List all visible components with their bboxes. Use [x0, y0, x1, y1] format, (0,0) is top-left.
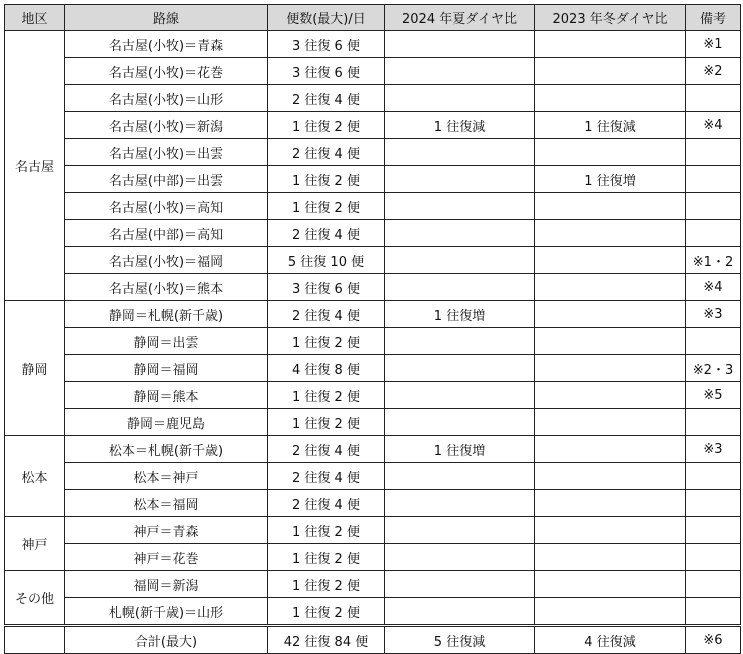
flights-cell: 1 往復 2 便	[268, 409, 385, 436]
flights-cell: 1 往復 2 便	[268, 382, 385, 409]
winter-comparison-cell	[535, 247, 686, 274]
winter-comparison-cell	[535, 139, 686, 166]
summer-comparison-cell	[385, 166, 535, 193]
winter-comparison-cell	[535, 598, 686, 626]
route-cell: 名古屋(小牧)＝福岡	[65, 247, 268, 274]
route-cell: 名古屋(小牧)＝高知	[65, 193, 268, 220]
table-row	[5, 112, 741, 139]
flights-cell: 1 往復 2 便	[268, 328, 385, 355]
route-cell: 静岡＝出雲	[65, 328, 268, 355]
note-cell	[686, 85, 741, 112]
note-cell	[686, 571, 741, 598]
flights-cell: 2 往復 4 便	[268, 436, 385, 463]
header-summer-2024-comparison: 2024 年夏ダイヤ比	[385, 5, 535, 31]
note-cell	[686, 598, 741, 626]
flights-cell: 3 往復 6 便	[268, 31, 385, 58]
winter-comparison-cell	[535, 85, 686, 112]
summer-comparison-cell: 1 往復増	[385, 301, 535, 328]
summer-comparison-cell: 1 往復減	[385, 112, 535, 139]
winter-comparison-cell	[535, 301, 686, 328]
flights-cell: 1 往復 2 便	[268, 571, 385, 598]
route-cell: 神戸＝青森	[65, 517, 268, 544]
note-cell	[686, 220, 741, 247]
total-note-cell: ※6	[686, 626, 741, 654]
winter-comparison-cell	[535, 571, 686, 598]
summer-comparison-cell	[385, 517, 535, 544]
header-row	[5, 5, 741, 31]
winter-comparison-cell	[535, 220, 686, 247]
note-cell	[686, 166, 741, 193]
summer-comparison-cell	[385, 328, 535, 355]
table-row	[5, 463, 741, 490]
note-cell	[686, 328, 741, 355]
flights-cell: 4 往復 8 便	[268, 355, 385, 382]
winter-comparison-cell	[535, 31, 686, 58]
summer-comparison-cell	[385, 220, 535, 247]
winter-comparison-cell	[535, 544, 686, 571]
route-cell: 松本＝神戸	[65, 463, 268, 490]
header-flights: 便数(最大)/日	[268, 5, 385, 31]
winter-comparison-cell	[535, 328, 686, 355]
summer-comparison-cell: 1 往復増	[385, 436, 535, 463]
note-cell: ※2	[686, 58, 741, 85]
table-row	[5, 571, 741, 598]
summer-comparison-cell	[385, 490, 535, 517]
region-cell: 神戸	[5, 517, 65, 571]
summer-comparison-cell	[385, 274, 535, 301]
flights-cell: 2 往復 4 便	[268, 301, 385, 328]
route-cell: 松本＝福岡	[65, 490, 268, 517]
route-cell: 名古屋(中部)＝高知	[65, 220, 268, 247]
note-cell	[686, 490, 741, 517]
note-cell	[686, 544, 741, 571]
table-row	[5, 193, 741, 220]
note-cell: ※4	[686, 274, 741, 301]
route-cell: 静岡＝札幌(新千歳)	[65, 301, 268, 328]
flights-cell: 1 往復 2 便	[268, 112, 385, 139]
summer-comparison-cell	[385, 463, 535, 490]
route-cell: 名古屋(小牧)＝花巻	[65, 58, 268, 85]
total-row	[5, 626, 741, 654]
total-summer-cell: 5 往復減	[385, 626, 535, 654]
summer-comparison-cell	[385, 598, 535, 626]
winter-comparison-cell: 1 往復増	[535, 166, 686, 193]
total-flights-cell: 42 往復 84 便	[268, 626, 385, 654]
route-cell: 名古屋(小牧)＝新潟	[65, 112, 268, 139]
table-row	[5, 166, 741, 193]
winter-comparison-cell	[535, 382, 686, 409]
flights-cell: 3 往復 6 便	[268, 274, 385, 301]
flights-cell: 1 往復 2 便	[268, 193, 385, 220]
note-cell	[686, 409, 741, 436]
table-body	[5, 31, 741, 654]
winter-comparison-cell	[535, 355, 686, 382]
winter-comparison-cell	[535, 274, 686, 301]
summer-comparison-cell	[385, 544, 535, 571]
table-row	[5, 436, 741, 463]
total-region-cell	[5, 626, 65, 654]
table-row	[5, 139, 741, 166]
route-cell: 静岡＝福岡	[65, 355, 268, 382]
header-route: 路線	[65, 5, 268, 31]
route-cell: 名古屋(中部)＝出雲	[65, 166, 268, 193]
winter-comparison-cell	[535, 436, 686, 463]
winter-comparison-cell	[535, 463, 686, 490]
route-cell: 静岡＝熊本	[65, 382, 268, 409]
winter-comparison-cell	[535, 193, 686, 220]
table-row	[5, 58, 741, 85]
region-cell: 静岡	[5, 301, 65, 436]
table-row	[5, 544, 741, 571]
summer-comparison-cell	[385, 571, 535, 598]
flights-cell: 5 往復 10 便	[268, 247, 385, 274]
route-cell: 名古屋(小牧)＝熊本	[65, 274, 268, 301]
summer-comparison-cell	[385, 355, 535, 382]
winter-comparison-cell	[535, 409, 686, 436]
flights-cell: 2 往復 4 便	[268, 490, 385, 517]
flights-cell: 1 往復 2 便	[268, 598, 385, 626]
flights-cell: 1 往復 2 便	[268, 166, 385, 193]
summer-comparison-cell	[385, 58, 535, 85]
winter-comparison-cell	[535, 58, 686, 85]
header-winter-2023-comparison: 2023 年冬ダイヤ比	[535, 5, 686, 31]
note-cell: ※5	[686, 382, 741, 409]
route-cell: 福岡＝新潟	[65, 571, 268, 598]
summer-comparison-cell	[385, 85, 535, 112]
table-row	[5, 328, 741, 355]
note-cell	[686, 517, 741, 544]
note-cell: ※4	[686, 112, 741, 139]
winter-comparison-cell	[535, 490, 686, 517]
route-cell: 神戸＝花巻	[65, 544, 268, 571]
flights-cell: 2 往復 4 便	[268, 463, 385, 490]
table-row	[5, 31, 741, 58]
region-cell: 松本	[5, 436, 65, 517]
flights-cell: 3 往復 6 便	[268, 58, 385, 85]
route-cell: 名古屋(小牧)＝山形	[65, 85, 268, 112]
summer-comparison-cell	[385, 382, 535, 409]
table-row	[5, 355, 741, 382]
note-cell: ※1	[686, 31, 741, 58]
route-cell: 名古屋(小牧)＝出雲	[65, 139, 268, 166]
table-row	[5, 517, 741, 544]
route-cell: 名古屋(小牧)＝青森	[65, 31, 268, 58]
table-row	[5, 85, 741, 112]
total-winter-cell: 4 往復減	[535, 626, 686, 654]
route-cell: 松本＝札幌(新千歳)	[65, 436, 268, 463]
flights-cell: 1 往復 2 便	[268, 544, 385, 571]
route-cell: 札幌(新千歳)＝山形	[65, 598, 268, 626]
header-region: 地区	[5, 5, 65, 31]
table-row	[5, 598, 741, 626]
flights-cell: 2 往復 4 便	[268, 139, 385, 166]
flights-cell: 2 往復 4 便	[268, 220, 385, 247]
winter-comparison-cell	[535, 517, 686, 544]
summer-comparison-cell	[385, 247, 535, 274]
note-cell: ※2・3	[686, 355, 741, 382]
summer-comparison-cell	[385, 139, 535, 166]
flights-cell: 2 往復 4 便	[268, 85, 385, 112]
table-row	[5, 409, 741, 436]
note-cell: ※3	[686, 301, 741, 328]
region-cell: 名古屋	[5, 31, 65, 301]
flight-schedule-table	[4, 4, 741, 654]
summer-comparison-cell	[385, 31, 535, 58]
table-row	[5, 490, 741, 517]
summer-comparison-cell	[385, 193, 535, 220]
note-cell: ※3	[686, 436, 741, 463]
note-cell	[686, 193, 741, 220]
total-label-cell: 合計(最大)	[65, 626, 268, 654]
note-cell	[686, 463, 741, 490]
summer-comparison-cell	[385, 409, 535, 436]
region-cell: その他	[5, 571, 65, 626]
table-row	[5, 382, 741, 409]
table-row	[5, 274, 741, 301]
winter-comparison-cell: 1 往復減	[535, 112, 686, 139]
note-cell	[686, 139, 741, 166]
table-row	[5, 247, 741, 274]
header-notes: 備考	[686, 5, 741, 31]
note-cell: ※1・2	[686, 247, 741, 274]
route-cell: 静岡＝鹿児島	[65, 409, 268, 436]
table-row	[5, 220, 741, 247]
flights-cell: 1 往復 2 便	[268, 517, 385, 544]
table-row	[5, 301, 741, 328]
